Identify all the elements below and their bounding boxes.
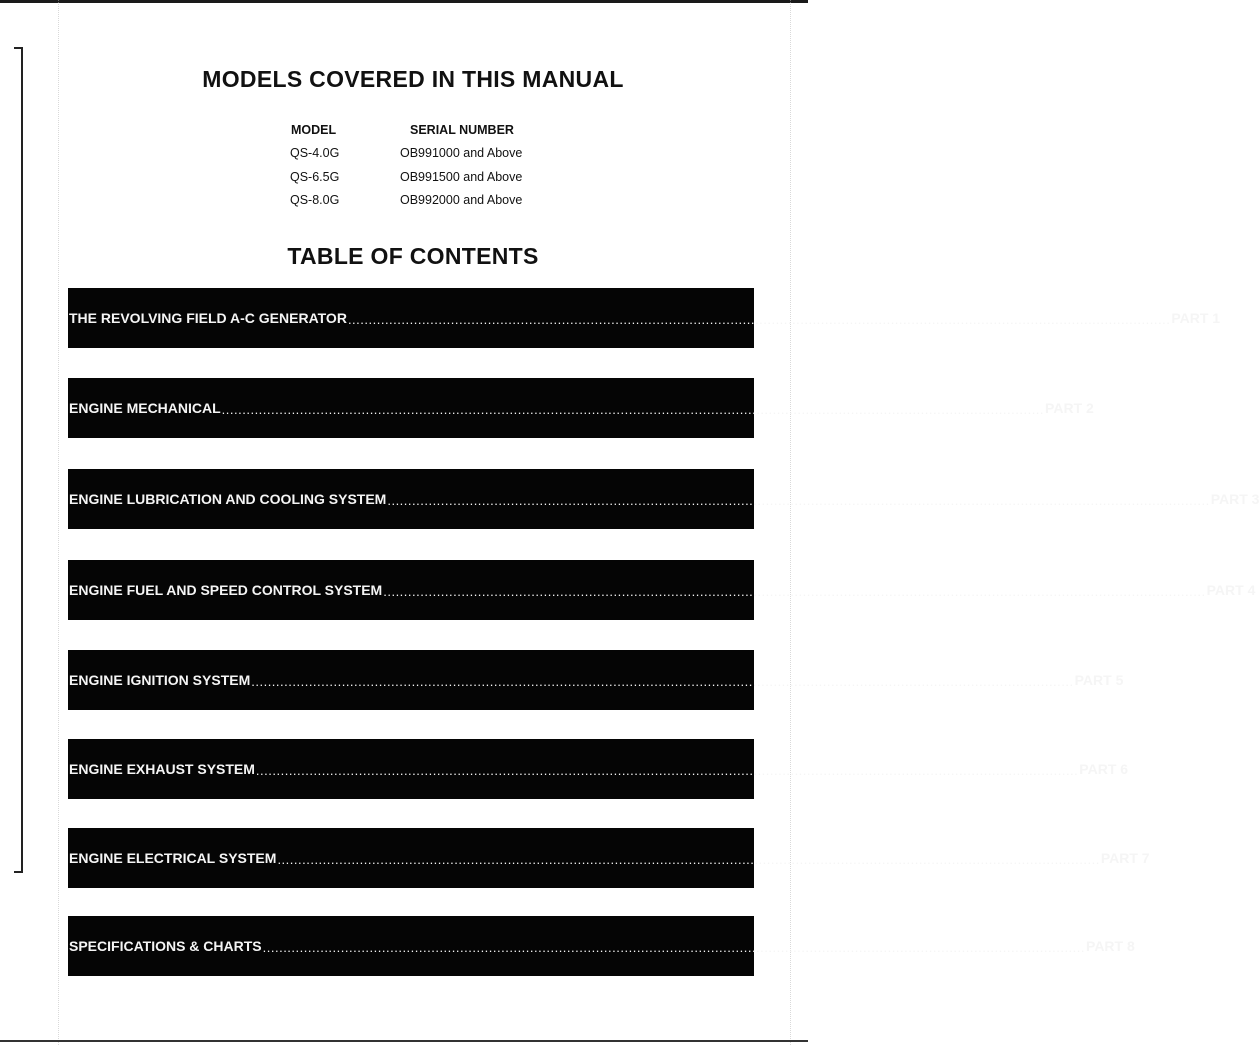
top-border-rule <box>0 0 808 3</box>
toc-entry-label: ENGINE EXHAUST SYSTEM <box>69 761 255 777</box>
toc-part-number: PART 3 <box>1210 491 1259 507</box>
model-row <box>276 165 556 189</box>
toc-entry-part-6[interactable] <box>68 739 1129 799</box>
toc-entry-part-5[interactable] <box>68 650 1124 710</box>
toc-dot-leader: ........................................................................................................................................................................................................ <box>387 492 1210 508</box>
toc-entry-label: ENGINE LUBRICATION AND COOLING SYSTEM <box>69 491 387 507</box>
serial-column-header: SERIAL NUMBER <box>410 122 514 137</box>
toc-entry-part-7[interactable] <box>68 828 1150 888</box>
model-name: QS-8.0G <box>290 193 340 208</box>
serial-number: OB991000 and Above <box>400 146 523 161</box>
toc-entry-part-1[interactable] <box>68 288 1221 348</box>
toc-dot-leader: ........................................................................................................................................................................................................ <box>347 311 1171 327</box>
bottom-border-rule <box>0 1040 808 1042</box>
toc-entry-part-8[interactable] <box>68 916 1135 976</box>
toc-part-number: PART 5 <box>1074 672 1124 688</box>
toc-part-number: PART 1 <box>1171 310 1221 326</box>
toc-part-number: PART 6 <box>1079 761 1129 777</box>
toc-entry-label: SPECIFICATIONS & CHARTS <box>69 938 262 954</box>
toc-dot-leader: ........................................................................................................................................................................................................ <box>277 851 1100 867</box>
toc-dot-leader: ........................................................................................................................................................................................................ <box>262 939 1086 955</box>
left-margin-bracket <box>14 47 23 873</box>
models-table <box>276 118 556 212</box>
toc-dot-leader: ........................................................................................................................................................................................................ <box>221 401 1045 417</box>
right-scan-edge <box>790 0 792 1045</box>
model-column-header: MODEL <box>291 122 337 137</box>
model-name: QS-6.5G <box>290 169 340 184</box>
model-name: QS-4.0G <box>290 146 340 161</box>
toc-entry-label: ENGINE FUEL AND SPEED CONTROL SYSTEM <box>69 582 383 598</box>
toc-dot-leader: ........................................................................................................................................................................................................ <box>255 762 1079 778</box>
toc-entry-label: ENGINE IGNITION SYSTEM <box>69 672 251 688</box>
toc-entry-label: THE REVOLVING FIELD A-C GENERATOR <box>69 310 347 326</box>
model-row <box>276 189 556 213</box>
models-table-header <box>276 118 556 142</box>
toc-dot-leader: ........................................................................................................................................................................................................ <box>251 673 1074 689</box>
toc-dot-leader: ........................................................................................................................................................................................................ <box>383 583 1206 599</box>
toc-entry-label: ENGINE MECHANICAL <box>69 400 221 416</box>
toc-entry-part-4[interactable] <box>68 560 1256 620</box>
toc-part-number: PART 2 <box>1045 400 1094 416</box>
toc-title: TABLE OF CONTENTS <box>287 243 539 269</box>
model-row <box>276 142 556 166</box>
serial-number: OB991500 and Above <box>400 169 523 184</box>
toc-part-number: PART 4 <box>1206 582 1256 598</box>
models-title: MODELS COVERED IN THIS MANUAL <box>202 66 624 92</box>
left-scan-edge <box>58 0 60 1045</box>
serial-number: OB992000 and Above <box>400 193 523 208</box>
toc-part-number: PART 7 <box>1100 850 1150 866</box>
toc-entry-part-2[interactable] <box>68 378 1094 438</box>
toc-entry-part-3[interactable] <box>68 469 1259 529</box>
toc-part-number: PART 8 <box>1086 938 1135 954</box>
toc-entry-label: ENGINE ELECTRICAL SYSTEM <box>69 850 277 866</box>
